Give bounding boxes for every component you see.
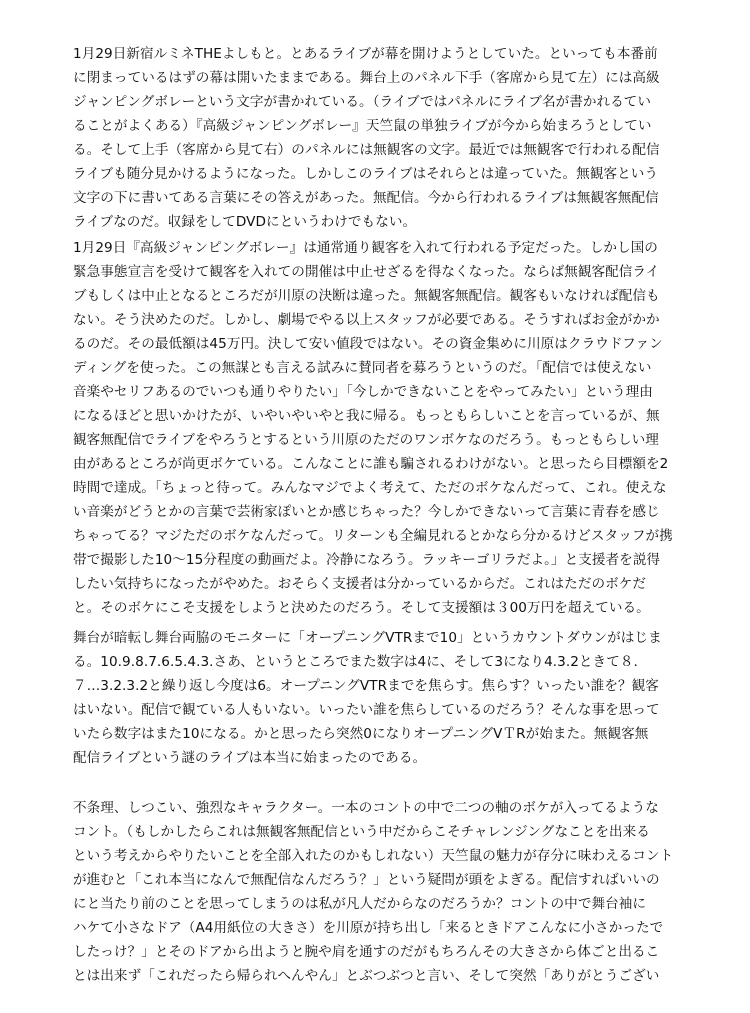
text-line: 文字の下に書いてある言葉にその答えがあった。無配信。今から行われるライブは無観客無配信 — [73, 190, 659, 206]
text-line: る。そして上手（客席から見て右）のパネルには無観客の文字。最近では無観客で行われる配信 — [73, 142, 660, 158]
text-line: に閉まっているはずの幕は開いたままである。舞台上のパネル下手（客席から見て左）には高級 — [73, 70, 660, 86]
text-line: いたら数字はまた10になる。かと思ったら突然0になりオープニングVＴRが始また。無観客無 — [73, 726, 649, 742]
text-line: い音楽がどうとかの言葉で芸術家ぽいとか感じちゃった？今しかできないって言葉に青春を感じ — [73, 504, 660, 520]
paragraph-3 — [73, 626, 693, 770]
text-line: と。そのボケにこそ支援をしようと決めたのだろう。そして支援額は３00万円を超えている。 — [73, 600, 650, 616]
text-line: ない。そう決めたのだ。しかし、劇場でやる以上スタッフが必要である。そうすればお金がかか — [73, 312, 660, 328]
text-line: ７…3.2.3.2と繰り返し今度は6。オープニングVTRまでを焦らす。焦らす？いったい誰を？観客 — [73, 678, 659, 694]
text-line: ハケて小さなドア（A4用紙位の大きさ）を川原が持ち出し「来るときドアこんなに小さかったで — [73, 920, 664, 936]
text-line: ライブなのだ。収録をしてDVDにというわけでもない。 — [73, 214, 417, 230]
text-line: ライブも随分見かけるようになった。しかしこのライブはそれらとは違っていた。無観客という — [73, 166, 659, 182]
text-line: 1月29日『高級ジャンピングボレー』は通常通り観客を入れて行われる予定だった。しかし国の — [73, 240, 658, 256]
text-line: ジャンピングボレーという文字が書かれている。（ライブではパネルにライブ名が書かれるてい — [73, 94, 651, 110]
text-line: したい気持ちになったがやめた。おそらく支援者は分かっているからだ。これはただのボケだ — [73, 576, 647, 592]
text-line: 1月29日新宿ルミネTHEよしもと。とあるライブが幕を開けようとしていた。といっても本番前 — [73, 46, 658, 62]
text-line: にと当たり前のことを思ってしまうのは私が凡人だからなのだろうか？コントの中で舞台袖に — [73, 896, 647, 912]
paragraph-1 — [73, 42, 693, 234]
text-line: るのだ。その最低額は45万円。決して安い値段ではない。その資金集めに川原はクラウドファン — [73, 336, 663, 352]
text-line: はいない。配信で観ている人もいない。いったい誰を焦らしているのだろう？そんな事を思って — [73, 702, 660, 718]
text-line: ディングを使った。この無謀とも言える試みに賛同者を募ろうというのだ。「配信では使えない — [73, 360, 652, 376]
text-line: 音楽やセリフあるのでいつも通りやりたい」「今しかできないことをやってみたい」という理由 — [73, 384, 653, 400]
text-line: 緊急事態宣言を受けて観客を入れての開催は中止せざるを得なくなった。ならば無観客配信ライ — [73, 264, 660, 280]
text-line: したっけ？」とそのドアから出ようと腕や肩を通すのだがもちろんその大きさから体ごと出るこ — [73, 944, 660, 960]
text-line: 不条理、しつこい、強烈なキャラクター。一本のコントの中で二つの軸のボケが入ってるような — [73, 800, 659, 816]
text-line: とは出来ず「これだったら帰られへんやん」とぶつぶつと言い、そして突然「ありがとうござい — [73, 968, 660, 984]
text-line: 配信ライブという謎のライブは本当に始まったのである。 — [73, 750, 427, 766]
text-line: 帯で撮影した10〜15分程度の動画だよ。冷静になろう。ラッキーゴリラだよ。」と支援者を説得 — [73, 552, 661, 568]
text-line: コント。（もしかしたらこれは無観客無配信という中だからこそチャレンジングなことを出来る — [73, 824, 650, 840]
text-line: ることがよくある）『高級ジャンピングボレー』天竺鼠の単独ライブが今から始まろうとしてい — [73, 118, 652, 134]
text-line: 舞台が暗転し舞台両脇のモニターに「オープニングVTRまで10」というカウントダウンがはじま — [73, 630, 662, 646]
text-line: 観客無配信でライブをやろうとするという川原のただのワンボケなのだろう。もっともらしい理 — [73, 432, 659, 448]
text-line: 時間で達成。「ちょっと待って。みんなマジでよく考えて、ただのボケなんだって、これ。使えな — [73, 480, 667, 496]
text-line: という考えからやりたいことを全部入れたのかもしれない）天竺鼠の魅力が存分に味わえるコント — [73, 848, 674, 864]
paragraph-4 — [73, 796, 693, 988]
text-line: ブもしくは中止となるところだが川原の決断は違った。無観客無配信。観客もいなければ配信も — [73, 288, 660, 304]
text-line: が進むと「これ本当になんで無配信なんだろう？」という疑問が頭をよぎる。配信すればいいの — [73, 872, 660, 888]
text-line: になるほどと思いかけたが、いやいやいやと我に帰る。もっともらしいことを言っているが、無 — [73, 408, 660, 424]
paragraph-2 — [73, 236, 693, 620]
text-line: る。10.9.8.7.6.5.4.3.さあ、というところでまた数字は4に、そして3になり4.3.2ときて８. — [73, 654, 638, 670]
text-line: ちゃってる？マジただのボケなんだって。リターンも全編見れるとかなら分かるけどスタッフが携 — [73, 528, 673, 544]
text-line: 由があるところが尚更ボケている。こんなことに誰も騙されるわけがない。と思ったら目標額を2 — [73, 456, 669, 472]
